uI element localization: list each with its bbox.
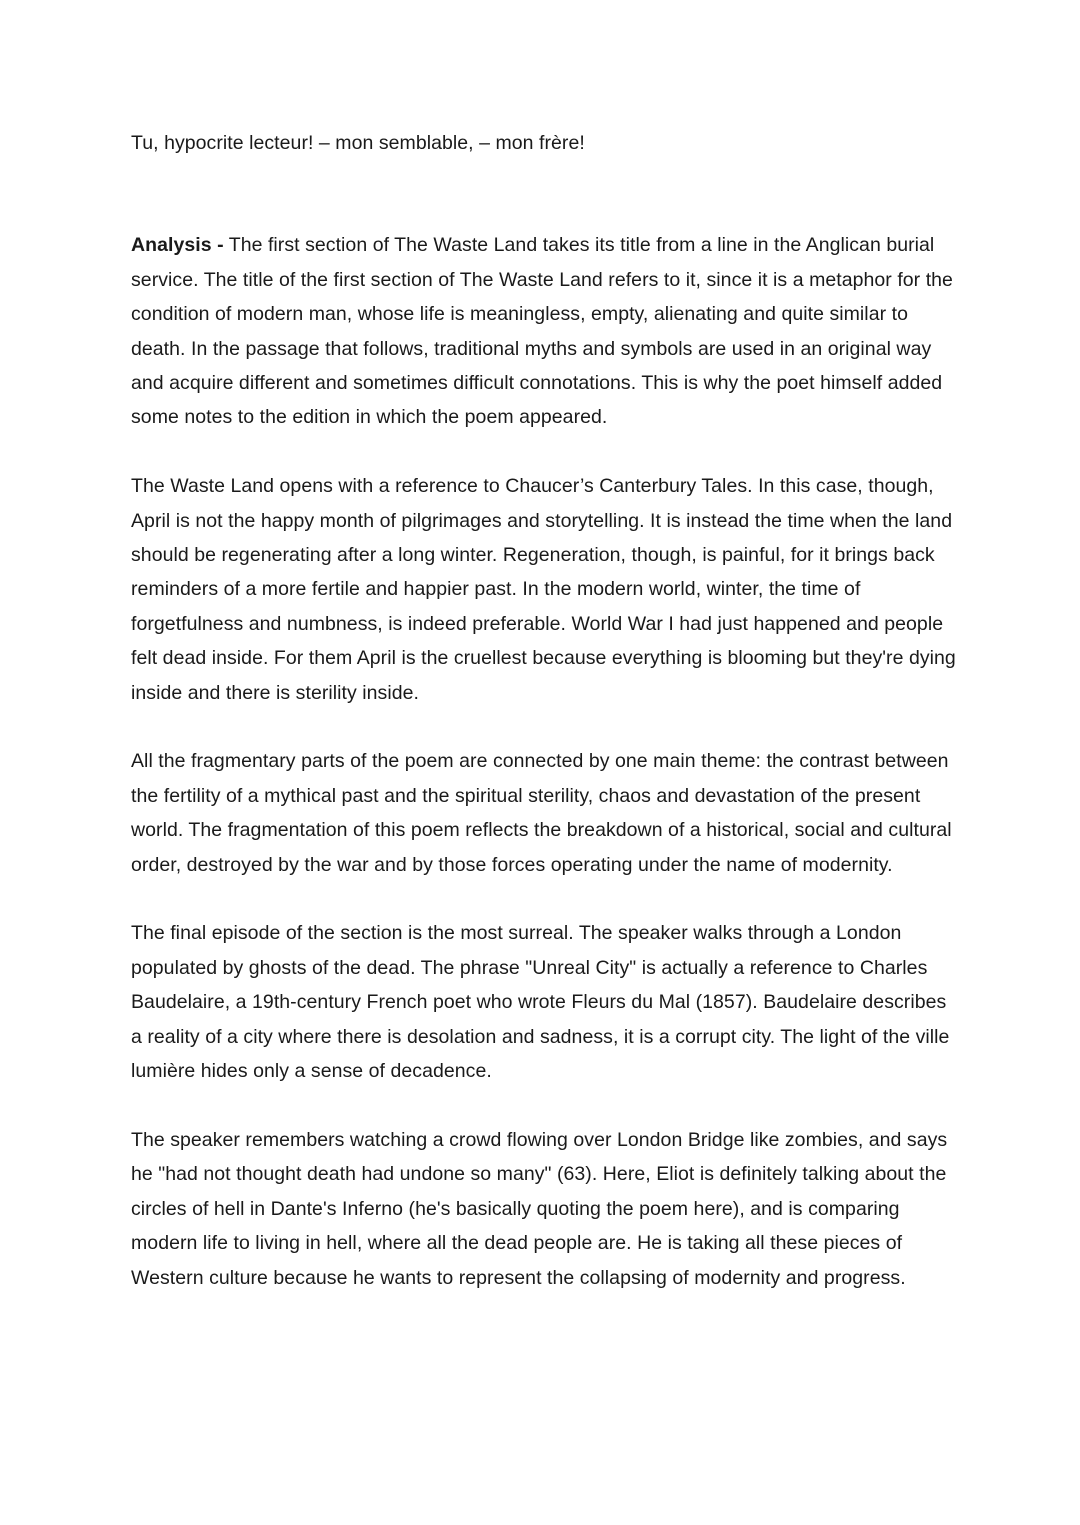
paragraph-london-bridge: The speaker remembers watching a crowd flowing over London Bridge like zombies, and says he "had not thought death had undone so many" (63). Here, Eliot is definitely talking about the circles of hell in Dante's Inferno (he's basically quoting the poem here), and is comparing modern life to living in hell, where all the dead people are. He is taking all these pieces of Western culture because he wants to represent the collapsing of modernity and progress. (131, 1128, 948, 1289)
paragraph-unreal-city: The final episode of the section is the most surreal. The speaker walks through a London populated by ghosts of the dead. The phrase "Unreal City" is actually a reference to Charles Baudelaire, a 19th-century French poet who wrote Fleurs du Mal (1857). Baudelaire describes a reality of a city where there is desolation and sadness, it is a corrupt city. The light of the ville lumière hides only a sense of decadence. (131, 922, 950, 1083)
analysis-text: The first section of The Waste Land takes its title from a line in the Anglican burial service. The title of the first section of The Waste Land refers to it, since it is a metaphor for the condition of modern man, whose life is meaningless, empty, alienating and quite similar to death. In the passage that follows, traditional myths and symbols are used in an original way and acquire different and sometimes difficult connotations. This is why the poet himself added some notes to the edition in which the poem appeared. (131, 234, 953, 429)
epigraph: Tu, hypocrite lecteur! – mon semblable, – mon frère! (131, 132, 585, 154)
document-body (131, 126, 961, 1329)
paragraph-fragmentation: All the fragmentary parts of the poem are connected by one main theme: the contrast between the fertility of a mythical past and the spiritual sterility, chaos and devastation of the present world. The fragmentation of this poem reflects the breakdown of a historical, social and cultural order, destroyed by the war and by those forces operating under the name of modernity. (131, 750, 952, 876)
paragraph-canterbury: The Waste Land opens with a reference to Chaucer’s Canterbury Tales. In this case, though, April is not the happy month of pilgrimages and storytelling. It is instead the time when the land should be regenerating after a long winter. Regeneration, though, is painful, for it brings back reminders of a more fertile and happier past. In the modern world, winter, the time of forgetfulness and numbness, is indeed preferable. World War I had just happened and people felt dead inside. For them April is the cruellest because everything is blooming but they're dying inside and there is sterility inside. (131, 475, 956, 704)
analysis-paragraph (131, 228, 961, 434)
analysis-lead: Analysis - (131, 234, 224, 257)
